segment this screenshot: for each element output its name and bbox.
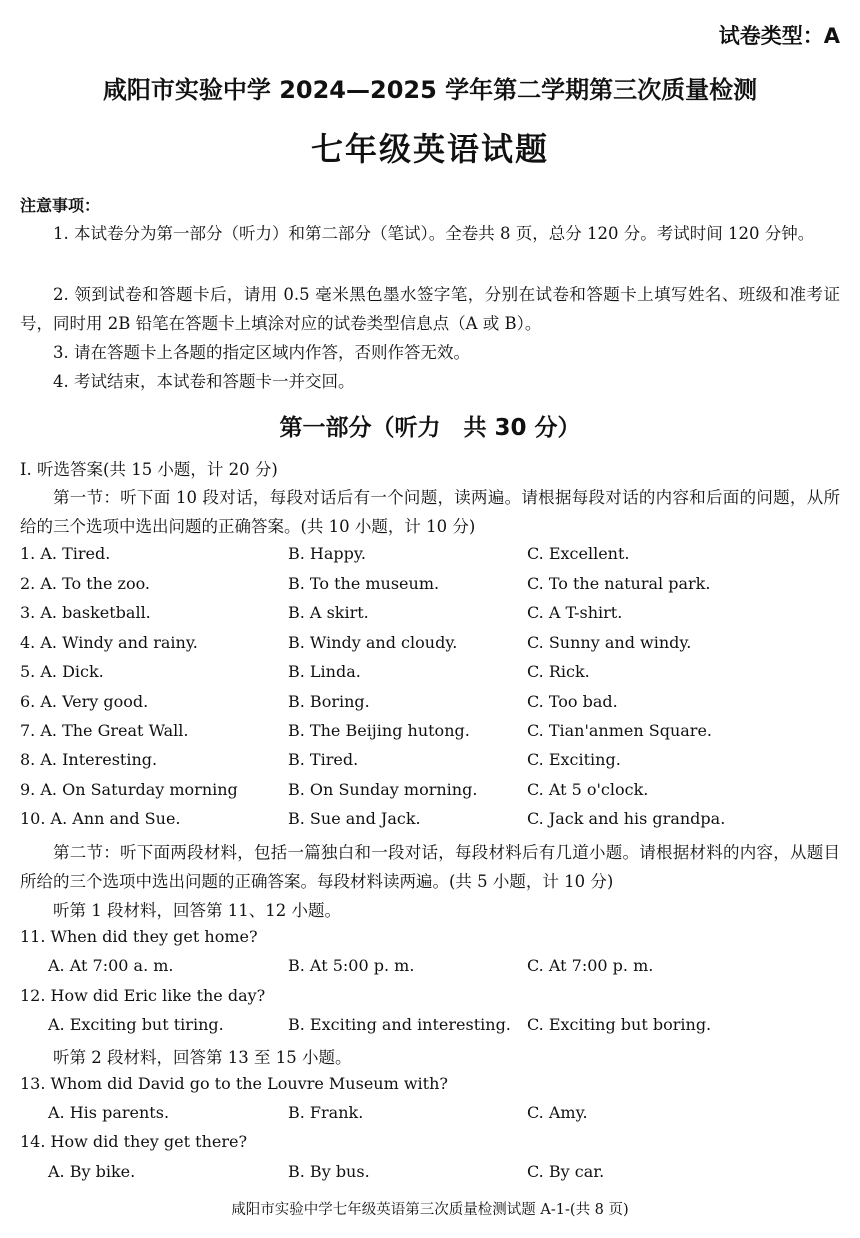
option-a: 10. A. Ann and Sue. [20, 809, 181, 828]
section1-heading: Ⅰ. 听选答案(共 15 小题，计 20 分) [20, 460, 278, 479]
notes-heading: 注意事项： [20, 196, 101, 215]
option-b: B. Tired. [288, 750, 359, 769]
option-b: B. Exciting and interesting. [288, 1015, 511, 1034]
option-c: C. By car. [527, 1162, 605, 1181]
option-c: C. Exciting but boring. [527, 1015, 712, 1034]
option-a: 1. A. Tired. [20, 544, 111, 563]
option-b: B. The Beijing hutong. [288, 721, 470, 740]
question-stem: 11. When did they get home? [20, 927, 258, 946]
option-b: B. Boring. [288, 692, 370, 711]
option-c: C. Amy. [527, 1103, 588, 1122]
option-b: B. Happy. [288, 544, 366, 563]
question-14-options [0, 1162, 860, 1191]
option-c: C. A T-shirt. [527, 603, 623, 622]
option-a: A. At 7:00 a. m. [48, 956, 174, 975]
option-c: C. Jack and his grandpa. [527, 809, 726, 828]
question-12-options [0, 1015, 860, 1044]
option-c: C. Rick. [527, 662, 590, 681]
option-b: B. On Sunday morning. [288, 780, 478, 799]
question-13-options [0, 1103, 860, 1132]
note-item-3: 3. 请在答题卡上各题的指定区域内作答，否则作答无效。 [53, 343, 470, 362]
option-b: B. To the museum. [288, 574, 440, 593]
option-a: 7. A. The Great Wall. [20, 721, 189, 740]
question-row-7 [0, 721, 860, 750]
question-12-stem [0, 986, 860, 1015]
option-a: A. Exciting but tiring. [48, 1015, 224, 1034]
note-item-4: 4. 考试结束，本试卷和答题卡一并交回。 [53, 372, 355, 391]
option-b: B. Windy and cloudy. [288, 633, 458, 652]
question-row-10 [0, 809, 860, 838]
option-a: A. By bike. [48, 1162, 136, 1181]
option-a: 9. A. On Saturday morning [20, 780, 238, 799]
question-row-3 [0, 603, 860, 632]
question-row-6 [0, 692, 860, 721]
option-c: C. Too bad. [527, 692, 618, 711]
question-row-9 [0, 780, 860, 809]
option-c: C. Tian'anmen Square. [527, 721, 712, 740]
option-b: B. A skirt. [288, 603, 369, 622]
exam-header-title: 咸阳市实验中学 2024—2025 学年第二学期第三次质量检测 [102, 76, 758, 104]
question-11-options [0, 956, 860, 985]
question-row-2 [0, 574, 860, 603]
option-c: C. At 5 o'clock. [527, 780, 649, 799]
option-a: 6. A. Very good. [20, 692, 149, 711]
question-11-stem [0, 927, 860, 956]
question-14-stem [0, 1132, 860, 1161]
option-a: 2. A. To the zoo. [20, 574, 151, 593]
question-row-4 [0, 633, 860, 662]
option-b: B. Linda. [288, 662, 361, 681]
question-stem: 12. How did Eric like the day? [20, 986, 266, 1005]
question-stem: 14. How did they get there? [20, 1132, 248, 1151]
question-stem: 13. Whom did David go to the Louvre Museum with? [20, 1074, 448, 1093]
question-row-1 [0, 544, 860, 573]
section1-part1-instructions: 第一节：听下面 10 段对话，每段对话后有一个问题，读两遍。请根据每段对话的内容和后面的问题，从所给的三个选项中选出问题的正确答案。(共 10 小题，计 10 分) [20, 488, 840, 536]
option-c: C. At 7:00 p. m. [527, 956, 654, 975]
option-c: C. Exciting. [527, 750, 621, 769]
material2-intro: 听第 2 段材料，回答第 13 至 15 小题。 [53, 1048, 352, 1067]
option-c: C. Excellent. [527, 544, 630, 563]
note-item-1: 1. 本试卷分为第一部分（听力）和第二部分（笔试）。全卷共 8 页，总分 120 分。考试时间 120 分钟。 [53, 224, 815, 243]
option-c: C. To the natural park. [527, 574, 711, 593]
question-row-5 [0, 662, 860, 691]
paper-type: 试卷类型：A [718, 24, 840, 48]
option-a: 5. A. Dick. [20, 662, 104, 681]
part1-heading: 第一部分（听力 共 30 分） [279, 415, 581, 441]
option-c: C. Sunny and windy. [527, 633, 692, 652]
page-footer: 咸阳市实验中学七年级英语第三次质量检测试题 A-1-(共 8 页) [231, 1202, 629, 1218]
note-item-2: 2. 领到试卷和答题卡后，请用 0.5 毫米黑色墨水签字笔，分别在试卷和答题卡上填写姓名、班级和准考证号，同时用 2B 铅笔在答题卡上填涂对应的试卷类型信息点（A 或 B）。 [20, 285, 840, 333]
question-row-8 [0, 750, 860, 779]
section1-part2-instructions: 第二节：听下面两段材料，包括一篇独白和一段对话，每段材料后有几道小题。请根据材料的内容，从题目所给的三个选项中选出问题的正确答案。每段材料读两遍。(共 5 小题，计 10 分) [20, 843, 840, 891]
option-b: B. At 5:00 p. m. [288, 956, 415, 975]
material1-intro: 听第 1 段材料，回答第 11、12 小题。 [53, 901, 341, 920]
option-b: B. By bus. [288, 1162, 370, 1181]
option-a: 8. A. Interesting. [20, 750, 158, 769]
option-b: B. Frank. [288, 1103, 364, 1122]
option-b: B. Sue and Jack. [288, 809, 421, 828]
question-13-stem [0, 1074, 860, 1103]
option-a: 3. A. basketball. [20, 603, 151, 622]
exam-main-title: 七年级英语试题 [310, 130, 549, 168]
option-a: 4. A. Windy and rainy. [20, 633, 198, 652]
option-a: A. His parents. [48, 1103, 170, 1122]
